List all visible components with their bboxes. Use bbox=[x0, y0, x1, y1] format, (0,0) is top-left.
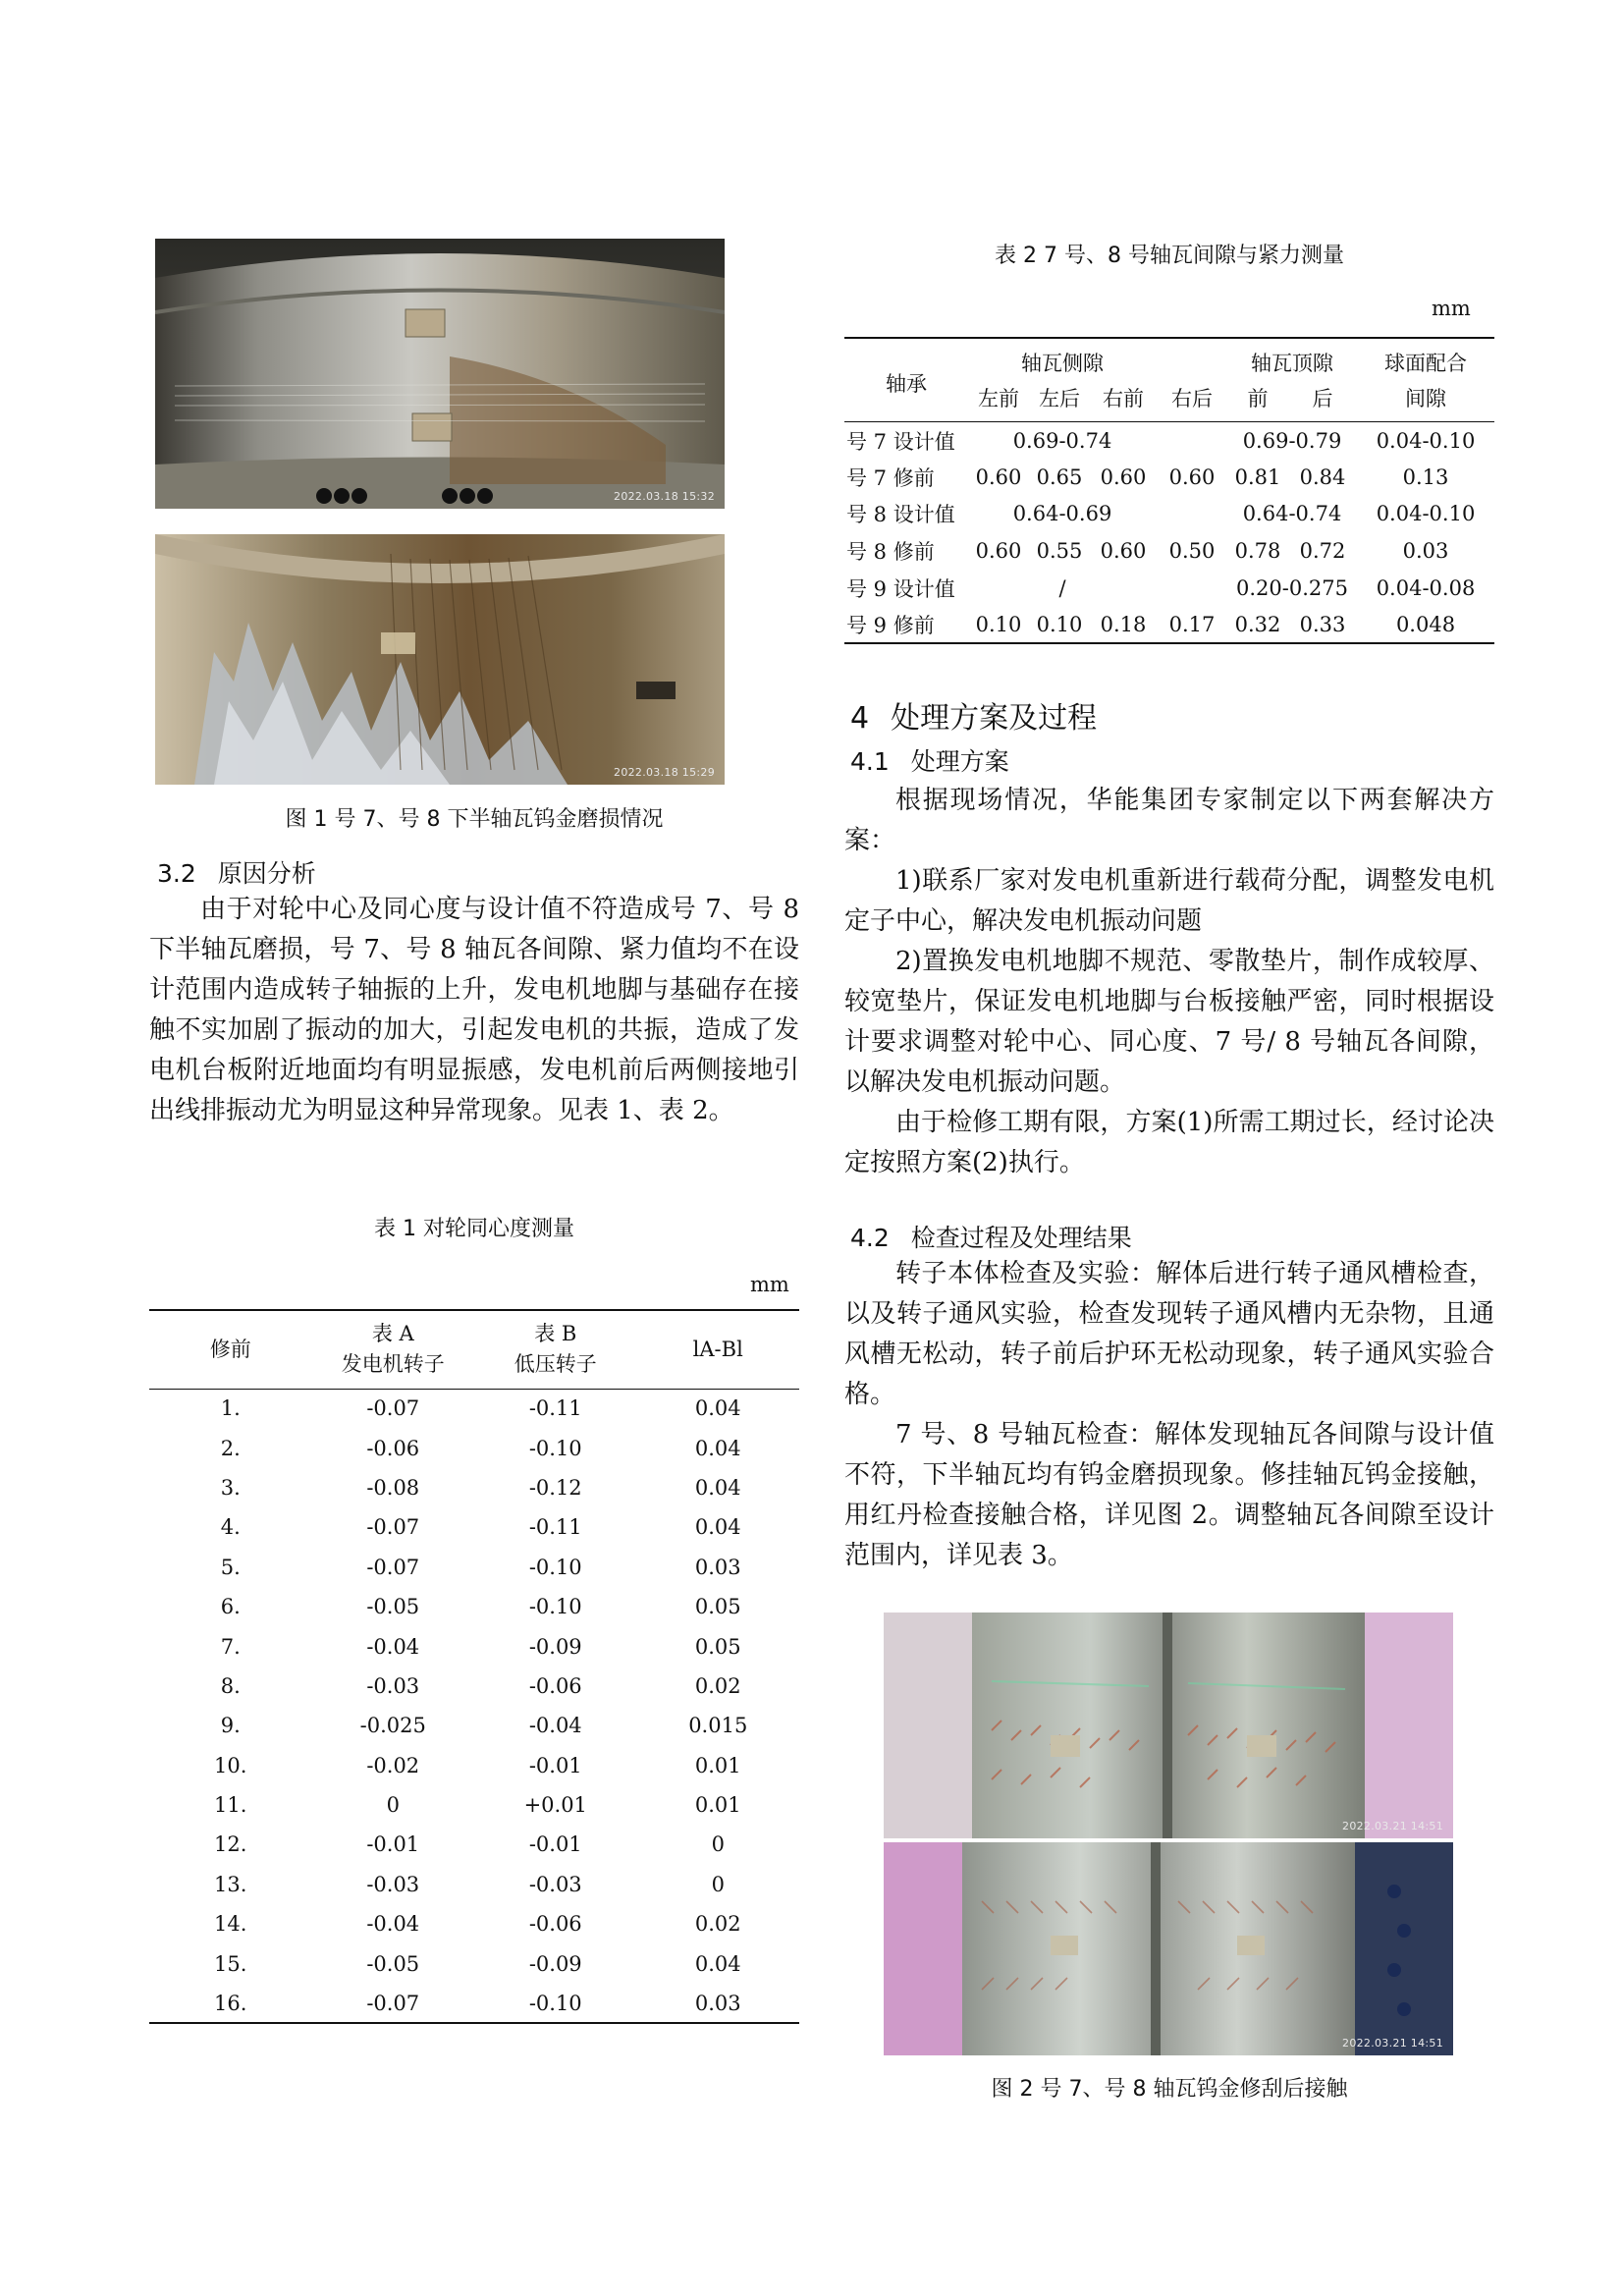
table2-row-7-design: 号 7 设计值 0.69-0.74 0.69-0.79 0.04-0.10 bbox=[846, 428, 1476, 454]
table1-header-row bbox=[149, 1310, 799, 1389]
table1-row-index: 12. bbox=[214, 1832, 247, 1857]
photo-timestamp: 2022.03.18 15:32 bbox=[614, 490, 715, 503]
section-4-heading: 4 处理方案及过程 bbox=[850, 701, 1098, 736]
table2-header-front: 前 bbox=[1247, 387, 1269, 410]
table2-unit: mm bbox=[1432, 297, 1471, 320]
table1-diff-value: 0.03 bbox=[694, 1991, 741, 2015]
table2-header-sphere-2: 间隙 bbox=[1405, 387, 1446, 410]
table1-meter-a-value: -0.01 bbox=[366, 1832, 420, 1857]
table1-meter-a-value: -0.07 bbox=[366, 1515, 420, 1540]
table1-row-index: 9. bbox=[220, 1714, 241, 1738]
table1-row-index: 6. bbox=[220, 1595, 241, 1619]
table1-meter-a-value: -0.05 bbox=[366, 1595, 420, 1619]
section-4-1-paragraph-4: 由于检修工期有限，方案(1)所需工期过长，经讨论决定按照方案(2)执行。 bbox=[844, 1108, 1494, 1177]
table1-meter-b-value: -0.01 bbox=[528, 1832, 582, 1857]
table-row bbox=[149, 1785, 799, 1825]
table1-meter-b-value: -0.03 bbox=[528, 1872, 582, 1896]
bearing-babbitt-wear-image bbox=[155, 534, 725, 785]
table1-meter-a-value: -0.025 bbox=[359, 1714, 426, 1738]
table2-row-9-design: 号 9 设计值 / 0.20-0.275 0.04-0.08 bbox=[846, 575, 1476, 601]
table-row bbox=[149, 1667, 799, 1706]
table-row bbox=[149, 1428, 799, 1467]
bearing-shell-worn-image bbox=[155, 239, 725, 509]
section-3-2-paragraph: 由于对轮中心及同心度与设计值不符造成号 7、号 8 下半轴瓦磨损，号 7、号 8 轴瓦各间隙、紧力值均不在设计范围内造成转子轴振的上升，发电机地脚与基础存在接触不实加剧了振动的加大，引起发电机的共振，造成了发电机台板附近地面均有明显振感，发电机前后两侧接地引出线排振动尤为明显这种异常现象。见表 1、表 2。 bbox=[149, 895, 799, 1125]
table1-meter-b-value: +0.01 bbox=[523, 1793, 587, 1818]
table1-meter-b-value: -0.12 bbox=[528, 1475, 582, 1500]
table1-diff-value: 0.05 bbox=[694, 1595, 741, 1619]
table1-meter-b-value: -0.09 bbox=[528, 1951, 582, 1976]
figure1-photo-top bbox=[155, 239, 725, 509]
table1-caption: 表 1 对轮同心度测量 bbox=[374, 1217, 574, 1241]
table1-diff-value: 0 bbox=[711, 1832, 725, 1857]
table2-header-right-front: 右前 bbox=[1103, 387, 1144, 410]
table-row bbox=[149, 1706, 799, 1745]
table2-header-sphere-1: 球面配合 bbox=[1384, 352, 1467, 375]
table1-meter-a-value: -0.03 bbox=[366, 1872, 420, 1896]
table1-meter-a-value: -0.02 bbox=[366, 1753, 420, 1777]
table1-meter-a-value: -0.04 bbox=[366, 1912, 420, 1937]
table1-row-index: 5. bbox=[220, 1555, 241, 1579]
table2-header-left-rear: 左后 bbox=[1039, 387, 1080, 410]
table1-row-index: 3. bbox=[220, 1475, 241, 1500]
table1-meter-b-value: -0.10 bbox=[528, 1555, 582, 1579]
table2 bbox=[844, 337, 1494, 644]
table1-diff-value: 0 bbox=[711, 1872, 725, 1896]
table1-diff-value: 0.02 bbox=[694, 1673, 741, 1698]
table1-meter-b-value: -0.09 bbox=[528, 1634, 582, 1659]
table1-row-index: 2. bbox=[220, 1436, 241, 1460]
table1-row-index: 15. bbox=[214, 1951, 247, 1976]
table-row bbox=[149, 1865, 799, 1904]
section-4-1-heading: 4.1 处理方案 bbox=[850, 747, 1009, 776]
table1-row-index: 11. bbox=[214, 1793, 247, 1818]
bearing-scraped-image-bottom bbox=[884, 1842, 1453, 2055]
table1-row-index: 16. bbox=[214, 1991, 247, 2015]
table2-row-8-before: 号 8 修前 0.60 0.55 0.60 0.50 0.78 0.72 0.03 bbox=[846, 539, 1449, 565]
table1-meter-b-value: -0.04 bbox=[528, 1714, 582, 1738]
table1-diff-value: 0.04 bbox=[694, 1396, 741, 1421]
table1-meter-a-value: -0.07 bbox=[366, 1991, 420, 2015]
table2-header-rear: 后 bbox=[1312, 387, 1333, 410]
table1-header-meter-a: 表 A 发电机转子 bbox=[341, 1322, 445, 1377]
table-row bbox=[149, 1904, 799, 1943]
table1-diff-value: 0.04 bbox=[694, 1515, 741, 1540]
table1-row-index: 8. bbox=[220, 1673, 241, 1698]
table1-row-index: 4. bbox=[220, 1515, 241, 1540]
section-4-2-heading: 4.2 检查过程及处理结果 bbox=[850, 1224, 1132, 1252]
table1-meter-b-value: -0.11 bbox=[528, 1515, 582, 1540]
table1-row-index: 14. bbox=[214, 1912, 247, 1937]
table1-meter-a-value: -0.05 bbox=[366, 1951, 420, 1976]
photo-timestamp: 2022.03.18 15:29 bbox=[614, 766, 715, 779]
photo-timestamp: 2022.03.21 14:51 bbox=[1342, 1820, 1443, 1832]
section-4-2-paragraph-2: 7 号、8 号轴瓦检查：解体发现轴瓦各间隙与设计值不符，下半轴瓦均有钨金磨损现象。修挂轴瓦钨金接触，用红丹检查接触合格，详见图 2。调整轴瓦各间隙至设计范围内，详见表 3。 bbox=[844, 1420, 1494, 1570]
table2-header-side-gap: 轴瓦侧隙 bbox=[1021, 352, 1104, 375]
table-row bbox=[149, 1587, 799, 1626]
table1-meter-a-value: -0.07 bbox=[366, 1555, 420, 1579]
figure2-caption: 图 2 号 7、号 8 轴瓦钨金修刮后接触 bbox=[991, 2077, 1348, 2102]
table1-meter-a-value: -0.06 bbox=[366, 1436, 420, 1460]
table1-meter-a-value: 0 bbox=[386, 1793, 400, 1818]
table2-header-bearing: 轴承 bbox=[886, 372, 927, 396]
table1-row-index: 13. bbox=[214, 1872, 247, 1896]
figure2-photo-bottom bbox=[884, 1842, 1453, 2055]
photo-timestamp: 2022.03.21 14:51 bbox=[1342, 2037, 1443, 2050]
table1-diff-value: 0.04 bbox=[694, 1951, 741, 1976]
figure1-caption: 图 1 号 7、号 8 下半轴瓦钨金磨损情况 bbox=[285, 807, 664, 832]
table-row bbox=[149, 1626, 799, 1666]
table-row bbox=[149, 1507, 799, 1547]
table1-header-meter-b: 表 B 低压转子 bbox=[514, 1322, 597, 1377]
table1-header-diff: lA-Bl bbox=[692, 1337, 743, 1361]
table1-row-index: 10. bbox=[214, 1753, 247, 1777]
section-4-1-paragraph-3: 2)置换发电机地脚不规范、零散垫片，制作成较厚、较宽垫片，保证发电机地脚与台板接触严密，同时根据设计要求调整对轮中心、同心度、7 号/ 8 号轴瓦各间隙，以解决发电机振动问题。 bbox=[844, 947, 1494, 1097]
table-row bbox=[149, 1984, 799, 2023]
table1-diff-value: 0.05 bbox=[694, 1634, 741, 1659]
table-row bbox=[149, 1389, 799, 1428]
table-row bbox=[149, 1746, 799, 1785]
table1-diff-value: 0.04 bbox=[694, 1475, 741, 1500]
table1-diff-value: 0.01 bbox=[694, 1753, 741, 1777]
table1-meter-a-value: -0.08 bbox=[366, 1475, 420, 1500]
table1-meter-b-value: -0.10 bbox=[528, 1595, 582, 1619]
table1-diff-value: 0.015 bbox=[688, 1714, 748, 1738]
table1-diff-value: 0.02 bbox=[694, 1912, 741, 1937]
table2-header-right-rear: 右后 bbox=[1171, 387, 1213, 410]
table-row bbox=[149, 1548, 799, 1587]
table-row bbox=[149, 1468, 799, 1507]
table1-diff-value: 0.03 bbox=[694, 1555, 741, 1579]
table1-meter-a-value: -0.03 bbox=[366, 1673, 420, 1698]
table1-diff-value: 0.04 bbox=[694, 1436, 741, 1460]
section-3-2-heading: 3.2 原因分析 bbox=[157, 859, 316, 888]
table1-meter-a-value: -0.04 bbox=[366, 1634, 420, 1659]
table1-diff-value: 0.01 bbox=[694, 1793, 741, 1818]
table1-meter-b-value: -0.06 bbox=[528, 1673, 582, 1698]
section-4-2-paragraph-1: 转子本体检查及实验：解体后进行转子通风槽检查，以及转子通风实验，检查发现转子通风槽内无杂物，且通风槽无松动，转子前后护环无松动现象，转子通风实验合格。 bbox=[844, 1259, 1494, 1409]
table2-row-9-before: 号 9 修前 0.10 0.10 0.18 0.17 0.32 0.33 0.048 bbox=[846, 612, 1456, 637]
table1-row-index: 7. bbox=[220, 1634, 241, 1659]
table1-meter-a-value: -0.07 bbox=[366, 1396, 420, 1421]
table1-row-index: 1. bbox=[220, 1396, 241, 1421]
table1-meter-b-value: -0.06 bbox=[528, 1912, 582, 1937]
figure1-photo-bottom bbox=[155, 534, 725, 785]
table2-header-top-gap: 轴瓦顶隙 bbox=[1251, 352, 1333, 375]
table1 bbox=[149, 1309, 799, 2024]
table-row bbox=[149, 1943, 799, 1983]
table1-header-before: 修前 bbox=[209, 1337, 251, 1361]
table2-header-row-1 bbox=[844, 338, 1494, 380]
table2-row-8-design: 号 8 设计值 0.64-0.69 0.64-0.74 0.04-0.10 bbox=[846, 502, 1476, 527]
table2-row-7-before: 号 7 修前 0.60 0.65 0.60 0.60 0.81 0.84 0.13 bbox=[846, 465, 1449, 490]
table1-meter-b-value: -0.11 bbox=[528, 1396, 582, 1421]
figure2-photo-top bbox=[884, 1613, 1453, 1838]
table2-header-left-front: 左前 bbox=[978, 387, 1019, 410]
table1-meter-b-value: -0.10 bbox=[528, 1991, 582, 2015]
section-4-1-paragraph-1: 根据现场情况，华能集团专家制定以下两套解决方案： bbox=[844, 786, 1494, 855]
table1-meter-b-value: -0.10 bbox=[528, 1436, 582, 1460]
section-4-1-paragraph-2: 1)联系厂家对发电机重新进行载荷分配，调整发电机定子中心，解决发电机振动问题 bbox=[844, 866, 1494, 936]
table-row bbox=[149, 1825, 799, 1864]
bearing-scraped-image-top bbox=[884, 1613, 1453, 1838]
table1-unit: mm bbox=[750, 1273, 789, 1296]
table2-caption: 表 2 7 号、8 号轴瓦间隙与紧力测量 bbox=[995, 244, 1344, 268]
table1-meter-b-value: -0.01 bbox=[528, 1753, 582, 1777]
